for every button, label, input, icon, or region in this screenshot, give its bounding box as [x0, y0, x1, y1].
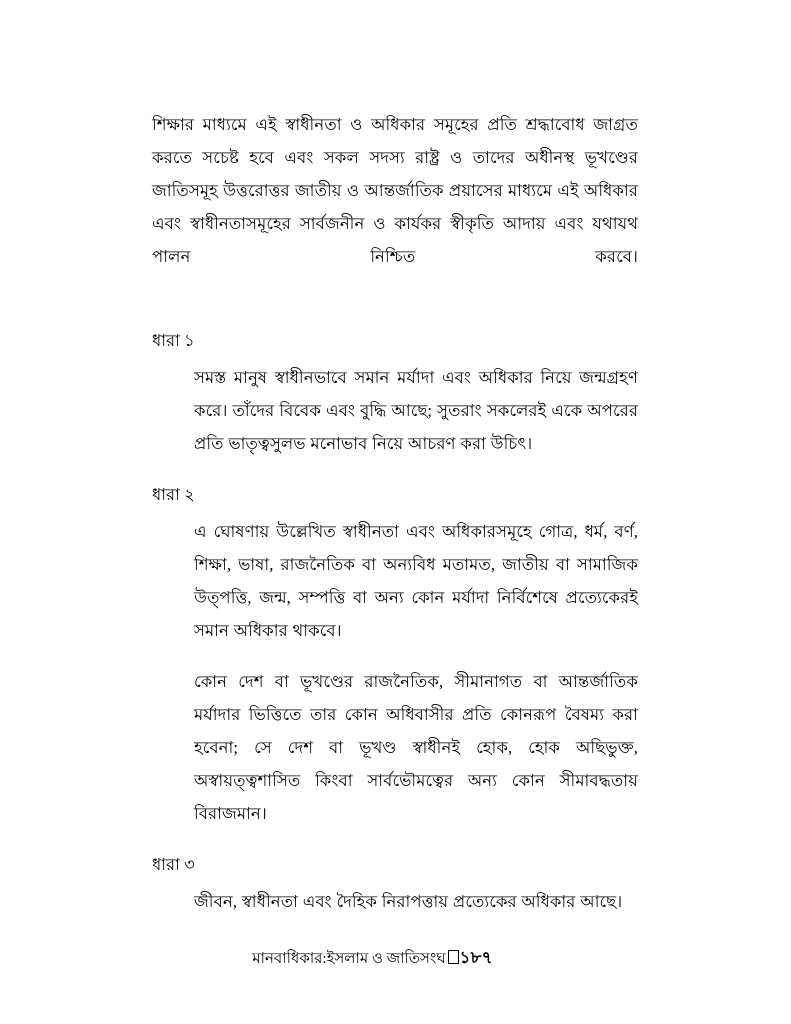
article-heading-3: ধারা ৩ — [152, 855, 195, 874]
spacer — [152, 306, 638, 324]
footer-book-title: মানবাধিকার:ইসলাম ও জাতিসংঘ — [252, 951, 446, 967]
article-1-paragraph-1: সমস্ত মানুষ স্বাধীনভাবে সমান মর্যাদা এবং অধিকার নিয়ে জন্মগ্রহণ করে। তাঁদের বিবেক এবং বুদ্ধি আছে; সুতরাং সকলেরই একে অপরের প্রতি ভাতৃত্বসুলভ মনোভাব নিয়ে আচরণ করা উচিৎ। — [194, 368, 638, 453]
missing-glyph-box-icon — [448, 950, 459, 964]
page-number: ১৮৭ — [459, 948, 493, 967]
article-2-paragraph-1: এ ঘোষণায় উল্লেখিত স্বাধীনতা এবং অধিকারসমূহে গোত্র, ধর্ম, বর্ণ, শিক্ষা, ভাষা, রাজনৈতিক বা অন্যবিধ মতামত, জাতীয় বা সামাজিক উত্পত্তি, জন্ম, সম্পত্তি বা অন্য কোন মর্যাদা নির্বিশেষে প্রত্যেকেরই সমান অধিকার থাকবে। — [194, 522, 638, 640]
spacer — [152, 460, 638, 478]
preamble-paragraph: শিক্ষার মাধ্যমে এই স্বাধীনতা ও অধিকার সমূহের প্রতি শ্রদ্ধাবোধ জাগ্রত করতে সচেষ্ট হবে এবং সকল সদস্য রাষ্ট্র ও তাদের অধীনস্থ ভূখণ্ডের জাতিসমূহ উত্তরোত্তর জাতীয় ও আন্তর্জাতিক প্রয়াসের মাধ্যমে এই অধিকার এবং স্বাধীনতাসমূহের সার্বজনীন ও কার্যকর স্বীকৃতি আদায় এবং যথাযথ পালন নিশ্চিত করবে। — [152, 115, 638, 266]
page-footer — [0, 947, 791, 970]
footer-inner — [252, 947, 492, 970]
page-content — [152, 108, 638, 918]
article-3-paragraph-1: জীবন, স্বাধীনতা এবং দৈহিক নিরাপত্তায় প্রত্যেকের অধিকার আছে। — [194, 892, 623, 911]
article-heading-2: ধারা ২ — [152, 485, 195, 504]
spacer — [152, 830, 638, 848]
article-heading-1: ধারা ১ — [152, 331, 195, 350]
article-2-paragraph-2: কোন দেশ বা ভূখণ্ডের রাজনৈতিক, সীমানাগত বা আন্তর্জাতিক মর্যাদার ভিত্তিতে তার কোন অধিবাসীর প্রতি কোনরূপ বৈষম্য করা হবেনা; সে দেশ বা ভূখণ্ড স্বাধীনই হোক, হোক অছিভুক্ত, অস্বায়ত্ত্বশাসিত কিংবা সার্বভৌমত্বের অন্য কোন সীমাবদ্ধতায় বিরাজমান। — [194, 672, 638, 823]
